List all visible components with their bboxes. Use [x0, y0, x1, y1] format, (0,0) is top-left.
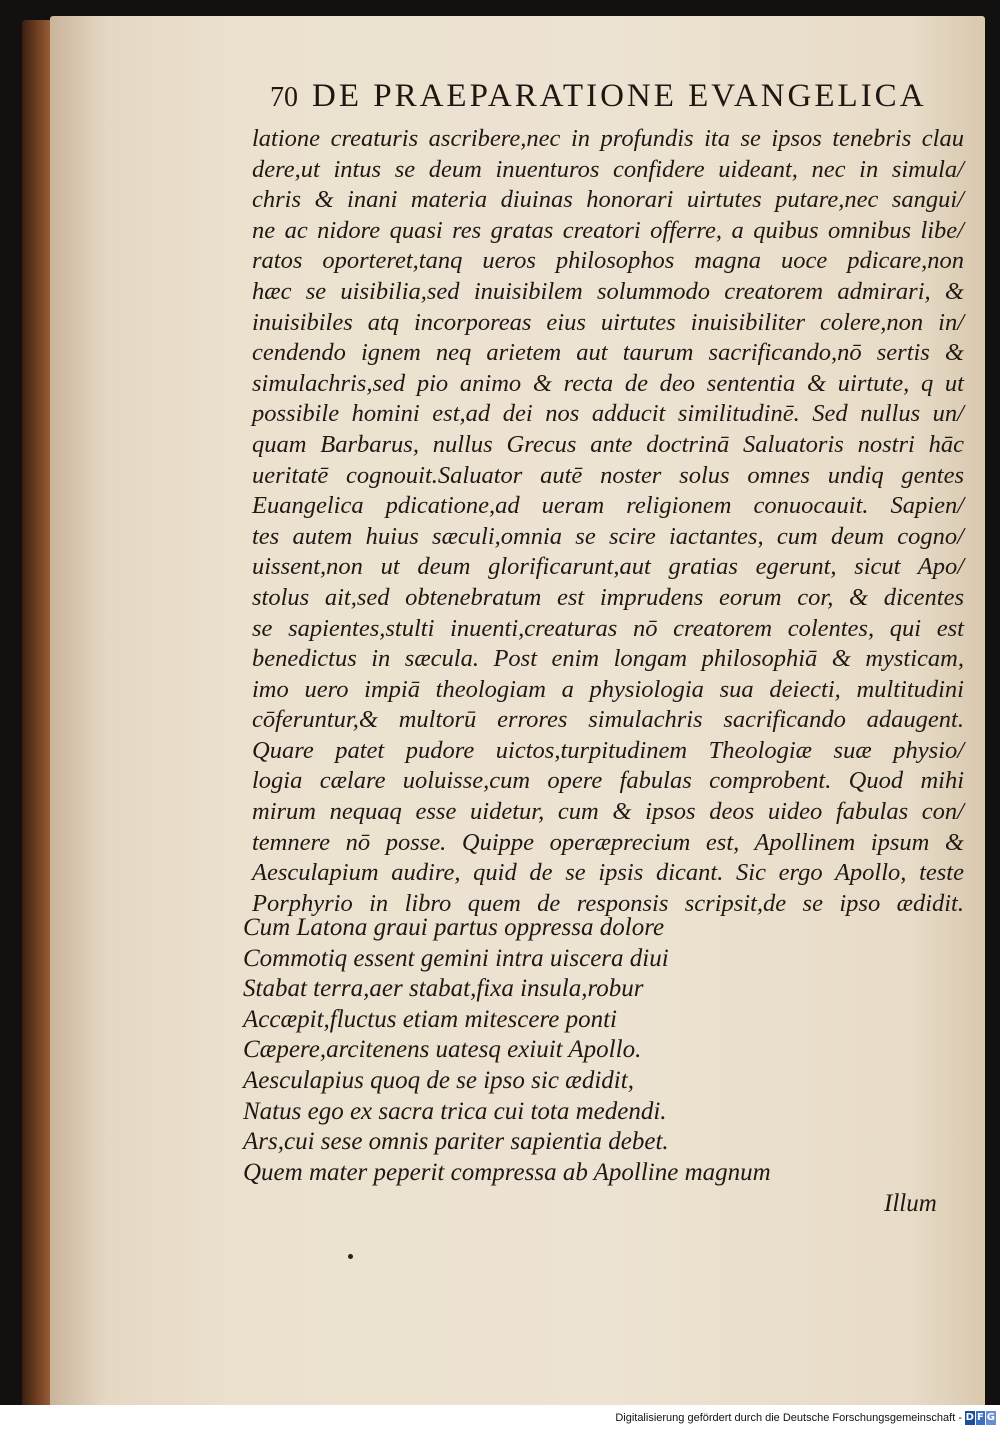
text-line: simulachris,sed pio animo & recta de deo sententia & uirtute, q ut — [252, 369, 964, 397]
text-line: Quare patet pudore uictos,turpitudinem Theologiæ suæ physio/ — [252, 736, 964, 764]
text-line: possibile homini est,ad dei nos adducit similitudinē. Sed nullus un/ — [252, 400, 964, 428]
text-line: Porphyrio in libro quem de responsis scripsit,de se ipso ædidit. — [252, 889, 964, 917]
ink-speck — [348, 1254, 353, 1259]
text-line: Euangelica pdicatione,ad ueram religionem conuocauit. Sapien/ — [252, 492, 964, 520]
verse-line: Stabat terra,aer stabat,fixa insula,robur — [243, 975, 644, 1003]
text-line: latione creaturis ascribere,nec in profundis ita se ipsos tenebris clau — [252, 125, 964, 152]
text-line: chris & inani materia diuinas honorari uirtutes putare,nec sangui/ — [252, 186, 964, 214]
catchword: Illum — [884, 1190, 937, 1217]
text-line: temnere nō posse. Quippe operæprecium est, Apollinem ipsum & — [252, 828, 964, 856]
verse-line: Ars,cui sese omnis pariter sapientia debet. — [243, 1128, 669, 1156]
text-line: cōferuntur,& multorū errores simulachris sacrificando adaugent. — [252, 706, 964, 734]
running-title: DE PRAEPARATIONE EVANGELICA — [312, 78, 927, 114]
verse-line: Quem mater peperit compressa ab Apolline magnum — [243, 1158, 771, 1186]
verse-line: Natus ego ex sacra trica cui tota medendi. — [243, 1097, 667, 1125]
text-line: quam Barbarus, nullus Grecus ante doctrinā Saluatoris nostri hāc — [252, 430, 964, 458]
dfg-logo-letter: G — [986, 1412, 995, 1423]
text-line: hæc se uisibilia,sed inuisibilem solummodo creatorem admirari, & — [252, 277, 964, 305]
verse-line: Accæpit,fluctus etiam mitescere ponti — [243, 1005, 617, 1033]
text-line: stolus ait,sed obtenebratum est imprudens eorum cor, & dicentes — [252, 583, 964, 611]
text-line: benedictus in sæcula. Post enim longam philosophiā & mysticam, — [252, 645, 964, 673]
text-line: dere,ut intus se deum inuenturos confidere uideant, nec in simula/ — [252, 155, 964, 183]
prose-text-block — [252, 124, 964, 919]
verse-block — [243, 913, 843, 1188]
dfg-logo — [965, 1411, 996, 1425]
funding-credit: Digitalisierung gefördert durch die Deutsche Forschungsgemeinschaft - — [615, 1412, 962, 1424]
text-line: se sapientes,stulti inuenti,creaturas nō creatorem colentes, qui est — [252, 614, 964, 642]
running-head — [270, 78, 960, 115]
text-line: uissent,non ut deum glorificarunt,aut gratias egerunt, sicut Apo/ — [252, 553, 964, 581]
text-line: Aesculapium audire, quid de se ipsis dicant. Sic ergo Apollo, teste — [252, 859, 964, 887]
text-line: imo uero impiā theologiam a physiologia sua deiecti, multitudini — [252, 675, 964, 703]
text-line: ne ac nidore quasi res gratas creatori offerre, a quibus omnibus libe/ — [252, 216, 964, 244]
text-line: tes autem huius sæculi,omnia se scire iactantes, cum deum cogno/ — [252, 522, 964, 550]
text-line: inuisibiles atq incorporeas eius uirtutes inuisibiliter colere,non in/ — [252, 308, 964, 336]
text-line: ueritatē cognouit.Saluator autē noster solus omnes undiq gentes — [252, 461, 964, 489]
dfg-logo-letter: F — [976, 1412, 984, 1423]
verse-line: Cum Latona graui partus oppressa dolore — [243, 914, 665, 941]
dfg-logo-letter: D — [965, 1412, 974, 1423]
text-line: ratos oporteret,tanq ueros philosophos magna uoce pdicare,non — [252, 247, 964, 275]
verse-line: Commotiq essent gemini intra uiscera diui — [243, 944, 669, 972]
text-line: mirum nequaq esse uidetur, cum & ipsos deos uideo fabulas con/ — [252, 798, 964, 826]
page-number: 70 — [270, 82, 298, 113]
text-line: logia cælare uoluisse,cum opere fabulas comprobent. Quod mihi — [252, 767, 964, 795]
text-line: cendendo ignem neq arietem aut taurum sacrificando,nō sertis & — [252, 339, 964, 367]
verse-line: Cæpere,arcitenens uatesq exiuit Apollo. — [243, 1036, 642, 1064]
verse-line: Aesculapius quoq de se ipso sic ædidit, — [243, 1066, 634, 1094]
